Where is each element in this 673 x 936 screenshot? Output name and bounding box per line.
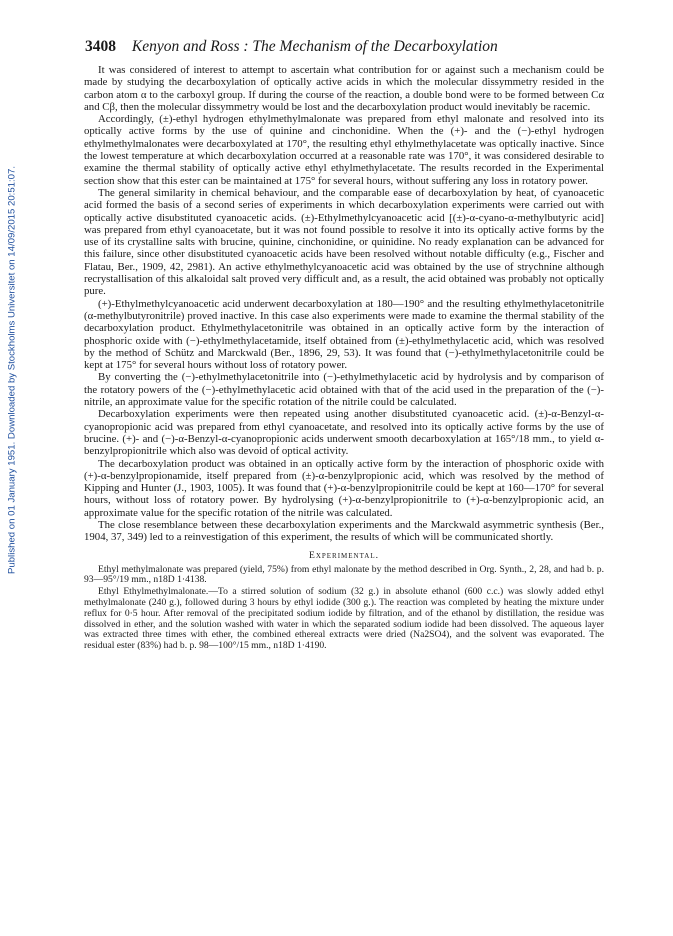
paragraph: The decarboxylation product was obtained in an optically active form by the interaction of phosphoric oxide with (+)-α-benzylpropionamide, itself prepared from (±)-α-benzylpropionic acid, which was resolved by the method of Kipping and Hunter (J., 1903, 1005). It was found that (+)-α-benzylpropionitrile could be kept at 160—170° for several hours, without loss of rotatory power. By hydrolysing (+)-α-benzylpropionitrile to (+)-α-benzylpropionic acid, an approximate value for the specific rotation of the nitrile was calculated.	[84, 457, 604, 519]
experimental-paragraph: Ethyl Ethylmethylmalonate.—To a stirred solution of sodium (32 g.) in absolute ethanol (600 c.c.) was slowly added ethyl methylmalonate (240 g.), followed during 3 hours by ethyl iodide (300 g.). The reaction was completed by heating the mixture under reflux for 0·5 hour. After removal of the precipitated sodium iodide by filtration, and of the ethanol by distillation, the residue was dissolved in ether, and the solution washed with water in which the separated sodium iodide had been dissolved. The aqueous layer was extracted three times with ether, the combined ethereal extracts were dried (Na2SO4), and the solvent was evaporated. The residual ester (83%) had b. p. 98—100°/15 mm., n18D 1·4190.	[84, 586, 604, 652]
paragraph: Decarboxylation experiments were then repeated using another disubstituted cyanoacetic acid. (±)-α-Benzyl-α-cyanopropionic acid was prepared from ethyl cyanoacetate, and resolved into its optically active forms by the use of brucine. (+)- and (−)-α-Benzyl-α-cyanopropionic acids underwent smooth decarboxylation at 165°/18 mm., to yield α-benzylpropionitrile which also was devoid of optical activity.	[84, 408, 604, 458]
paragraph: By converting the (−)-ethylmethylacetonitrile into (−)-ethylmethylacetic acid by hydrolysis and by comparison of the rotatory powers of the (−)-ethylmethylacetic acid obtained with that of the acid used in the preparation of the (−)-nitrile, an approximate value for the specific rotation of the nitrile could be calculated.	[84, 371, 604, 409]
section-heading-experimental: Experimental.	[308, 549, 380, 561]
paragraph: The close resemblance between these decarboxylation experiments and the Marckwald asymmetric synthesis (Ber., 1904, 37, 349) led to a reinvestigation of this experiment, the results of which will be communicated shortly.	[84, 518, 604, 544]
download-notice-text[interactable]: Published on 01 January 1951. Downloaded by Stockholms Universitet on 14/09/2015 20:51:07.	[6, 165, 18, 575]
running-title: Kenyon and Ross : The Mechanism of the Decarboxylation	[131, 38, 498, 55]
paragraph: The general similarity in chemical behaviour, and the comparable ease of decarboxylation by heat, of cyanoacetic acid formed the basis of a second series of experiments in which decarboxylation experiments were carried out with optically active disubstituted cyanoacetic acids. (±)-Ethylmethylcyanoacetic acid [(±)-α-cyano-α-methylbutyric acid] was prepared from ethyl cyanoacetate, but it was not found possible to resolve it into its optically active forms by the use of its crystalline salts with brucine, quinine, cinchonidine, or quinidine. No ready explanation can be advanced for this failure, since other disubstituted cyanoacetic acids have been resolved without notable difficulty (e.g., Fischer and Flatau, Ber., 1909, 42, 2981). An active ethylmethylcyanoacetic acid was obtained by the use of strychnine although recrystallisation of this alkaloidal salt proved very difficult and, as a result, the acid obtained was probably not optically pure.	[84, 186, 604, 298]
article-body	[84, 64, 604, 652]
page-number: 3408	[85, 38, 116, 55]
paragraph: Accordingly, (±)-ethyl hydrogen ethylmethylmalonate was prepared from ethyl malonate and resolved into its optically active forms by the use of quinine and cinchonidine. When the (+)- and the (−)-ethyl hydrogen ethylmethylmalonates were decarboxylated at 170°, the resulting ethyl ethylmethylacetate was optically inactive. Since the lowest temperature at which decarboxylation occurred at a reasonable rate was 170°, it was considered desirable to examine the thermal stability of optically active ethyl ethylmethylacetate. The results recorded in the Experimental section show that this ester can be maintained at 175° for several hours, without suffering any loss in rotatory power.	[84, 113, 604, 187]
paragraph: (+)-Ethylmethylcyanoacetic acid underwent decarboxylation at 180—190° and the resulting ethylmethylacetonitrile (α-methylbutyronitrile) proved inactive. In this case also experiments were made to examine the thermal stability of the decarboxylation product. Ethylmethylacetonitrile was obtained in an optically active form by the interaction of phosphoric oxide with (−)-ethylmethylacetamide, itself obtained from (±)-ethylmethylacetic acid, which was resolved by the method of Schütz and Marckwald (Ber., 1896, 29, 53). It was found that (−)-ethylmethylacetonitrile could be kept at 175° for several hours without loss of rotatory power.	[84, 297, 604, 372]
download-notice[interactable]	[4, 160, 20, 580]
running-header	[85, 38, 605, 58]
paragraph: It was considered of interest to attempt to ascertain what contribution for or against such a mechanism could be made by studying the decarboxylation of optically active acids in which the molecular dissymmetry resided in the carbon atom α to the carboxyl group. If during the course of the reaction, a double bond were to be formed between Cα and Cβ, then the molecular dissymmetry would be lost and the decarboxylation product would inevitably be racemic.	[84, 64, 604, 113]
experimental-paragraph: Ethyl methylmalonate was prepared (yield, 75%) from ethyl malonate by the method described in Org. Synth., 2, 28, and had b. p. 93—95°/19 mm., n18D 1·4138.	[84, 563, 604, 586]
